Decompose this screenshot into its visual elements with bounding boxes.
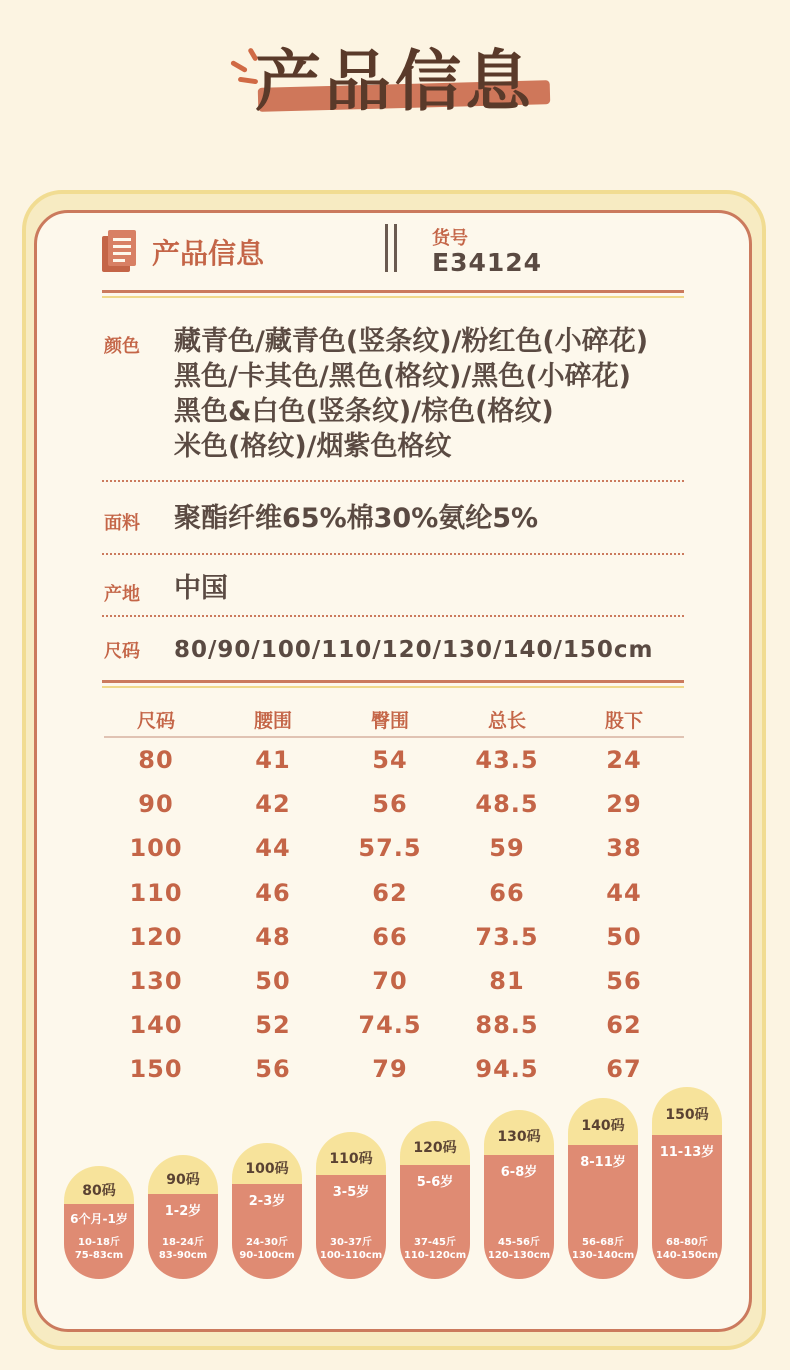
color-line: 黑色&白色(竖条纹)/棕色(格纹) xyxy=(174,396,554,427)
table-cell: 42 xyxy=(255,790,291,819)
table-cell: 57.5 xyxy=(358,834,422,863)
capsule-size-code: 120码 xyxy=(413,1139,457,1156)
divider-line xyxy=(102,680,684,688)
table-cell: 130 xyxy=(129,967,183,995)
size-capsule xyxy=(316,1132,386,1279)
table-cell: 100 xyxy=(129,834,183,863)
table-cell: 74.5 xyxy=(358,1011,422,1040)
table-cell: 140 xyxy=(129,1011,183,1040)
origin-label: 产地 xyxy=(104,584,140,605)
capsule-weight: 68-80斤 xyxy=(666,1236,708,1248)
size-value: 80/90/100/110/120/130/140/150cm xyxy=(174,637,654,663)
capsule-age: 3-5岁 xyxy=(332,1184,370,1200)
divider-line xyxy=(102,615,684,617)
table-cell: 44 xyxy=(255,834,291,863)
capsule-weight: 37-45斤 xyxy=(414,1236,456,1248)
table-cell: 43.5 xyxy=(475,746,539,774)
color-line: 米色(格纹)/烟紫色格纹 xyxy=(174,431,452,462)
table-cell: 67 xyxy=(606,1055,642,1084)
capsule-age: 6个月-1岁 xyxy=(70,1212,128,1226)
table-header-waist: 腰围 xyxy=(253,710,292,732)
table-cell: 70 xyxy=(372,967,408,995)
table-cell: 59 xyxy=(489,834,525,863)
divider-bar xyxy=(394,224,397,272)
table-cell: 24 xyxy=(606,746,642,774)
table-cell: 44 xyxy=(606,878,642,907)
color-line: 藏青色/藏青色(竖条纹)/粉红色(小碎花) xyxy=(174,326,649,357)
color-label: 颜色 xyxy=(104,336,140,357)
info-title: 产品信息 xyxy=(152,237,265,270)
table-cell: 50 xyxy=(255,967,291,995)
capsule-age: 8-11岁 xyxy=(580,1155,626,1171)
table-header-size: 尺码 xyxy=(136,710,175,732)
table-cell: 94.5 xyxy=(475,1055,539,1084)
page-title: 产品信息 xyxy=(255,43,535,120)
table-cell: 88.5 xyxy=(475,1011,539,1040)
capsule-weight: 56-68斤 xyxy=(582,1236,624,1248)
table-cell: 110 xyxy=(129,878,183,907)
size-capsule xyxy=(64,1166,134,1279)
size-capsule xyxy=(484,1110,554,1280)
table-cell: 73.5 xyxy=(475,922,539,951)
capsule-height: 100-110cm xyxy=(319,1249,383,1261)
divider-line xyxy=(102,553,684,555)
table-cell: 48 xyxy=(255,922,291,951)
material-value: 聚酯纤维65%棉30%氨纶5% xyxy=(174,503,539,534)
capsule-height: 83-90cm xyxy=(158,1249,208,1261)
sku-value: E34124 xyxy=(432,248,543,277)
table-cell: 48.5 xyxy=(475,790,539,819)
capsule-size-code: 90码 xyxy=(166,1172,200,1189)
size-capsule xyxy=(568,1098,638,1279)
capsule-size-code: 150码 xyxy=(665,1107,709,1124)
capsule-size-code: 130码 xyxy=(497,1129,541,1145)
table-header-hip: 臀围 xyxy=(370,710,409,732)
capsule-height: 130-140cm xyxy=(571,1249,635,1261)
table-cell: 50 xyxy=(606,922,642,951)
table-cell: 90 xyxy=(138,790,174,819)
capsule-weight: 45-56斤 xyxy=(498,1237,540,1248)
table-cell: 81 xyxy=(489,967,525,995)
capsule-age: 11-13岁 xyxy=(659,1145,715,1161)
material-label: 面料 xyxy=(104,513,140,534)
table-cell: 29 xyxy=(606,790,642,819)
size-label: 尺码 xyxy=(104,641,140,662)
color-value xyxy=(174,324,648,464)
table-cell: 56 xyxy=(606,967,642,995)
table-cell: 62 xyxy=(606,1011,642,1040)
table-cell: 120 xyxy=(129,922,183,951)
sku-label: 货号 xyxy=(432,228,468,249)
capsule-height: 140-150cm xyxy=(655,1249,719,1261)
table-cell: 38 xyxy=(606,834,642,863)
origin-value: 中国 xyxy=(174,573,228,604)
capsule-weight: 18-24斤 xyxy=(162,1236,204,1248)
document-icon xyxy=(102,230,136,272)
table-cell: 56 xyxy=(255,1055,291,1084)
capsule-age: 2-3岁 xyxy=(248,1194,286,1210)
capsule-height: 90-100cm xyxy=(239,1249,295,1261)
capsule-height: 75-83cm xyxy=(74,1250,124,1261)
table-header-inseam: 股下 xyxy=(604,710,643,732)
size-capsule xyxy=(232,1143,302,1279)
table-cell: 150 xyxy=(129,1055,183,1084)
divider-line xyxy=(102,480,684,482)
size-capsule xyxy=(400,1121,470,1279)
divider-bar xyxy=(385,224,388,272)
table-header-length: 总长 xyxy=(487,710,526,732)
capsule-weight: 24-30斤 xyxy=(246,1236,288,1248)
table-cell: 54 xyxy=(372,746,408,774)
capsule-height: 110-120cm xyxy=(403,1249,467,1261)
table-cell: 80 xyxy=(138,746,174,774)
size-capsule xyxy=(652,1087,722,1279)
table-cell: 56 xyxy=(372,790,408,819)
capsule-age: 5-6岁 xyxy=(416,1174,454,1190)
capsule-height: 120-130cm xyxy=(487,1250,551,1261)
page-header xyxy=(0,0,790,150)
table-cell: 41 xyxy=(255,746,291,774)
size-capsule xyxy=(148,1155,218,1279)
capsule-size-code: 140码 xyxy=(581,1118,625,1135)
table-cell: 66 xyxy=(489,878,525,907)
table-cell: 46 xyxy=(255,878,291,907)
table-cell: 52 xyxy=(255,1011,291,1040)
table-cell: 62 xyxy=(372,878,408,907)
capsule-weight: 10-18斤 xyxy=(78,1237,120,1248)
capsule-size-code: 80码 xyxy=(82,1183,116,1199)
table-cell: 79 xyxy=(372,1055,408,1084)
divider-line xyxy=(102,290,684,298)
table-header-line xyxy=(104,736,684,738)
capsule-age: 1-2岁 xyxy=(164,1204,202,1220)
capsule-size-code: 110码 xyxy=(329,1150,373,1167)
capsule-weight: 30-37斤 xyxy=(330,1236,372,1248)
color-line: 黑色/卡其色/黑色(格纹)/黑色(小碎花) xyxy=(174,361,631,392)
capsule-age: 6-8岁 xyxy=(500,1165,538,1180)
capsule-size-code: 100码 xyxy=(245,1161,289,1178)
table-cell: 66 xyxy=(372,922,408,951)
